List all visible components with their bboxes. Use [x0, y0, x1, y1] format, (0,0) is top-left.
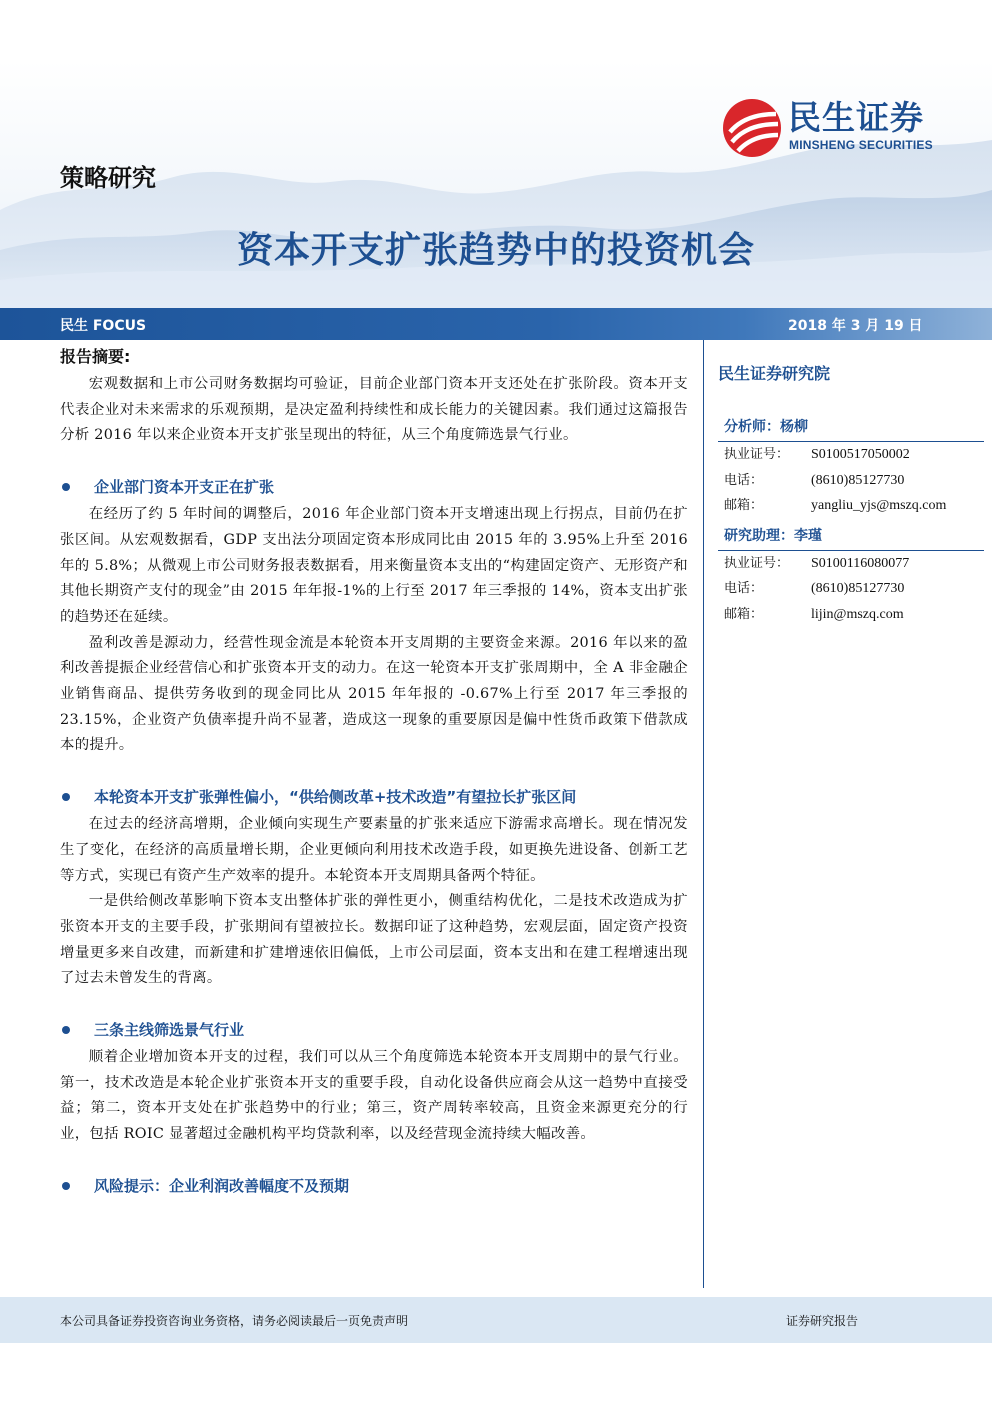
assistant-heading: 研究助理：李瑾 [718, 521, 984, 551]
abstract-heading: 报告摘要: [60, 347, 131, 366]
analyst-license-row [718, 442, 984, 468]
section-heading [60, 1015, 688, 1045]
bullet-icon [62, 1026, 70, 1034]
logo-name-cn: 民生证券 [788, 98, 924, 137]
info-label: 执业证号： [724, 555, 790, 571]
section-title: 三条主线筛选景气行业 [94, 1021, 245, 1040]
company-logo [722, 98, 962, 158]
section-heading [60, 472, 688, 502]
info-value: (8610)85127730 [811, 581, 905, 596]
analyst-heading: 分析师：杨柳 [718, 412, 984, 442]
section-title: 企业部门资本开支正在扩张 [94, 478, 275, 497]
assistant-email-row [718, 602, 984, 628]
bullet-icon [62, 483, 70, 491]
assistant-email-link[interactable]: lijin@mszq.com [811, 606, 904, 622]
section-capex-elasticity [60, 782, 688, 992]
section-title: 本轮资本开支扩张弹性偏小，“供给侧改革+技术改造”有望拉长扩张区间 [94, 788, 577, 807]
section-three-lines [60, 1015, 688, 1148]
section-paragraph: 在经历了约 5 年时间的调整后，2016 年企业部门资本开支增速出现上行拐点，目前仍在扩张区间。从宏观数据看，GDP 支出法分项固定资本形成同比由 2015 年的 3.95%上升至 2016 年的 5.8%；从微观上市公司财务报表数据看，用来衡量资本支出的“构建固定资产、无形资产和其他长期资产支付的现金”由 2015 年年报-1%的上行至 2017 年三季报的 14%，资本支出扩张的趋势还在延续。 [60, 506, 688, 625]
series-label: 民生 FOCUS [60, 318, 147, 334]
abstract-intro: 宏观数据和上市公司财务数据均可验证，目前企业部门资本开支还处在扩张阶段。资本开支代表企业对未来需求的乐观预期，是决定盈利持续性和成长能力的关键因素。我们通过这篇报告分析 2016 年以来企业资本开支扩张呈现出的特征，从三个角度筛选景气行业。 [60, 376, 688, 444]
analyst-email-link[interactable]: yangliu_yjs@mszq.com [811, 498, 947, 513]
info-value: S0100517050002 [811, 447, 910, 462]
report-category: 策略研究 [60, 164, 156, 192]
assistant-phone-row [718, 576, 984, 602]
footer-disclaimer: 本公司具备证券投资咨询业务资格，请务必阅读最后一页免责声明 [60, 1314, 409, 1328]
page-footer [0, 1297, 992, 1343]
section-title: 风险提示：企业利润改善幅度不及预期 [94, 1176, 350, 1195]
bullet-icon [62, 793, 70, 801]
info-value: (8610)85127730 [811, 472, 905, 488]
section-paragraph: 在过去的经济高增期，企业倾向实现生产要素量的扩张来适应下游需求高增长。现在情况发生了变化，在经济的高质量增长期，企业更倾向利用技术改造手段，如更换先进设备、创新工艺等方式，实现已有资产生产效率的提升。本轮资本开支周期具备两个特征。 [60, 816, 688, 884]
info-label: 电话： [724, 581, 764, 596]
info-label: 邮箱： [724, 498, 764, 513]
analyst-email-row [718, 493, 984, 519]
column-divider [703, 340, 704, 1288]
footer-report-type: 证券研究报告 [786, 1314, 859, 1328]
page-title: 资本开支扩张趋势中的投资机会 [236, 230, 755, 271]
minsheng-logo-icon [722, 98, 782, 158]
section-paragraph: 盈利改善是源动力，经营性现金流是本轮资本开支周期的主要资金来源。2016 年以来的盈利改善提振企业经营信心和扩张资本开支的动力。在这一轮资本开支扩张周期中，全 A 非金融企业销售商品、提供劳务收到的现金同比从 2015 年年报的 -0.67%上行至 2017 年三季报的 23.15%，企业资产负债率提升尚不显著，造成这一现象的重要原因是偏中性货币政策下借款成本的提升。 [60, 634, 688, 754]
report-date: 2018 年 3 月 19 日 [788, 318, 923, 334]
analyst-phone-row [718, 468, 984, 494]
info-label: 电话： [724, 472, 764, 488]
info-value: S0100116080077 [811, 555, 910, 571]
section-paragraph: 顺着企业增加资本开支的过程，我们可以从三个角度筛选本轮资本开支周期中的景气行业。第一，技术改造是本轮企业扩张资本开支的重要手段，自动化设备供应商会从这一趋势中直接受益；第二，资本开支处在扩张趋势中的行业；第三，资产周转率较高，且资金来源更充分的行业，包括 ROIC 显著超过金融机构平均贷款利率，以及经营现金流持续大幅改善。 [60, 1049, 688, 1143]
assistant-license-row [718, 551, 984, 577]
section-paragraph: 一是供给侧改革影响下资本支出整体扩张的弹性更小，侧重结构优化，二是技术改造成为扩张资本开支的主要手段，扩张期间有望被拉长。数据印证了这种趋势，宏观层面，固定资产投资增量更多来自改建，而新建和扩建增速依旧偏低，上市公司层面，资本支出和在建工程增速出现了过去未曾发生的背离。 [60, 893, 688, 987]
section-heading [60, 782, 688, 812]
header-band [0, 308, 992, 340]
section-capex-expanding [60, 472, 688, 759]
info-label: 邮箱： [724, 606, 764, 622]
bullet-icon [62, 1182, 70, 1190]
logo-name-en: MINSHENG SECURITIES [789, 138, 933, 152]
section-heading [60, 1171, 688, 1201]
institute-name: 民生证券研究院 [718, 364, 831, 383]
author-sidebar [718, 356, 984, 627]
info-label: 执业证号： [724, 447, 790, 462]
abstract-column [60, 342, 688, 1201]
section-risk [60, 1171, 688, 1201]
